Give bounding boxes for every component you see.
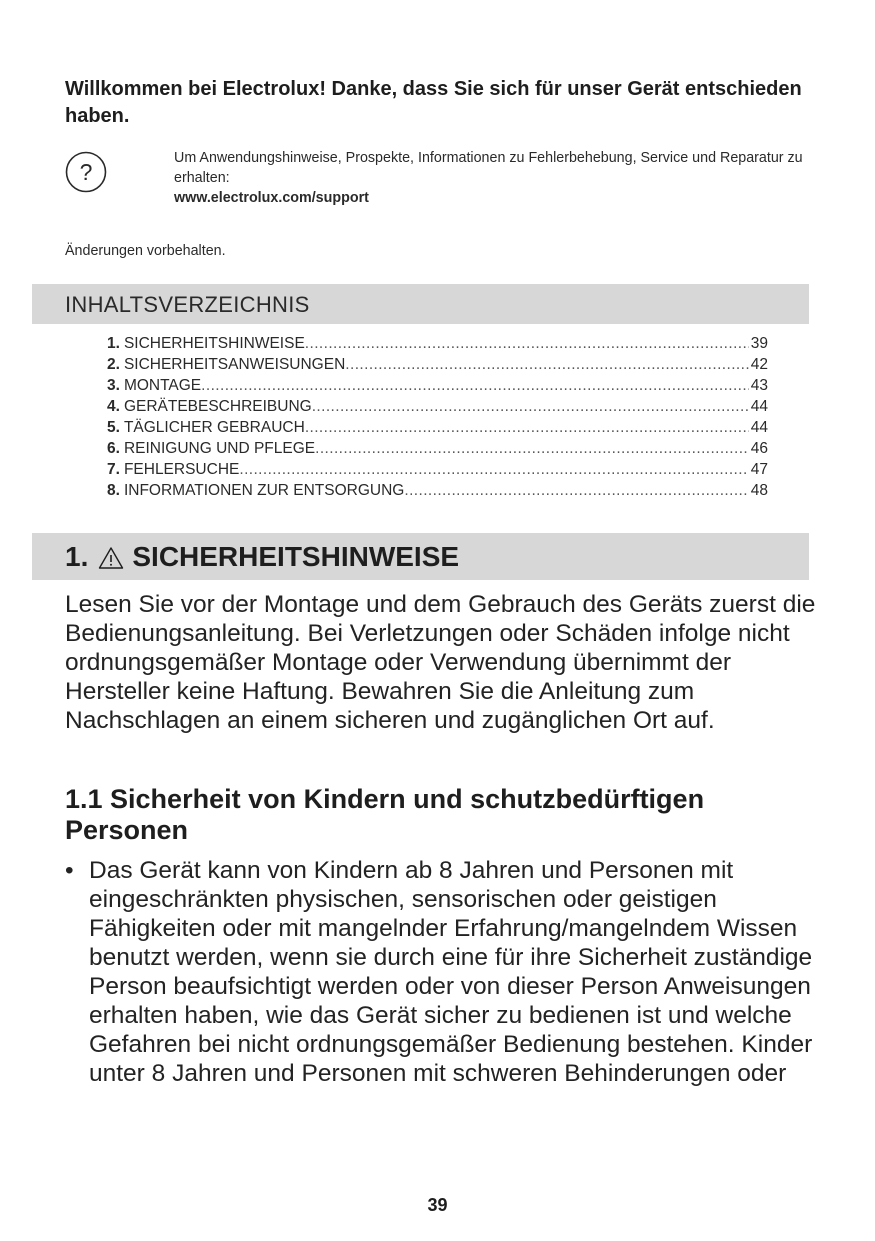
section-intro-paragraph: Lesen Sie vor der Montage und dem Gebrauch des Geräts zuerst die Bedienungsanleitung. Bei Verletzungen oder Schäden infolge nicht ordnungsgemäßer Montage oder Verwendung übernimmt der Hersteller keine Haftung. Bewahren Sie die Anleitung zum Nachschlagen an einem sicheren und zugänglichen Ort auf. bbox=[65, 591, 816, 734]
toc-item-label: TÄGLICHER GEBRAUCH bbox=[123, 419, 305, 436]
toc-item[interactable] bbox=[107, 375, 768, 396]
support-text: Um Anwendungshinweise, Prospekte, Informationen zu Fehlerbehebung, Service und Reparatur zu erhalten: bbox=[174, 150, 803, 186]
toc-leader-dots bbox=[201, 375, 749, 396]
toc-leader-dots bbox=[305, 417, 749, 438]
toc-item[interactable] bbox=[107, 459, 768, 480]
toc-item-label: REINIGUNG UND PFLEGE bbox=[123, 440, 316, 457]
bullet-list bbox=[65, 856, 825, 1088]
list-item bbox=[65, 856, 825, 1088]
toc-item-page: 42 bbox=[750, 356, 768, 373]
toc-item-label: FEHLERSUCHE bbox=[123, 461, 240, 478]
toc-item[interactable] bbox=[107, 354, 768, 375]
toc-item-page: 44 bbox=[750, 398, 768, 415]
toc-leader-dots bbox=[404, 480, 748, 501]
page-number: 39 bbox=[427, 1195, 448, 1215]
toc-leader-dots bbox=[305, 333, 749, 354]
bullet-marker: • bbox=[65, 857, 74, 884]
toc-item[interactable] bbox=[107, 396, 768, 417]
toc-item-number: 8. bbox=[107, 482, 120, 499]
section-header-band bbox=[32, 533, 809, 580]
toc-item-number: 2. bbox=[107, 356, 120, 373]
toc-item-label: GERÄTEBESCHREIBUNG bbox=[123, 398, 312, 415]
toc-item-page: 47 bbox=[750, 461, 768, 478]
section-title-text: SICHERHEITSHINWEISE bbox=[132, 541, 460, 572]
toc-item-label: SICHERHEITSANWEISUNGEN bbox=[123, 356, 346, 373]
support-info bbox=[174, 148, 824, 208]
toc-item-number: 3. bbox=[107, 377, 120, 394]
toc-item-number: 4. bbox=[107, 398, 120, 415]
toc-item-page: 43 bbox=[750, 377, 768, 394]
toc-item-label: MONTAGE bbox=[123, 377, 202, 394]
toc-leader-dots bbox=[239, 459, 748, 480]
toc-item-number: 7. bbox=[107, 461, 120, 478]
toc-item-page: 46 bbox=[750, 440, 768, 457]
bullet-text: Das Gerät kann von Kindern ab 8 Jahren und Personen mit eingeschränkten physischen, sensorischen oder geistigen Fähigkeiten oder mit mangelnder Erfahrung/mangelndem Wissen benutzt werden, wenn sie durch eine für ihre Sicherheit zuständige Person beaufsichtigt werden oder von dieser Person Anweisungen erhalten haben, wie das Gerät sicher zu bedienen ist und welche Gefahren bei nicht ordnungsgemäßer Bedienung bestehen. Kinder unter 8 Jahren und Personen mit schweren Behinderungen oder bbox=[89, 857, 813, 1087]
toc-list bbox=[107, 333, 768, 501]
toc-item-number: 5. bbox=[107, 419, 120, 436]
toc-title: INHALTSVERZEICHNIS bbox=[65, 292, 310, 317]
toc-item[interactable] bbox=[107, 438, 768, 459]
section-title bbox=[65, 541, 459, 573]
changes-note: Änderungen vorbehalten. bbox=[65, 243, 226, 259]
welcome-heading: Willkommen bei Electrolux! Danke, dass Sie sich für unser Gerät entschieden haben. bbox=[65, 78, 802, 127]
question-circle-icon bbox=[65, 151, 107, 193]
toc-leader-dots bbox=[315, 438, 749, 459]
warning-triangle-icon bbox=[98, 545, 124, 569]
subsection-title: 1.1 Sicherheit von Kindern und schutzbedürftigen Personen bbox=[65, 784, 705, 845]
toc-item[interactable] bbox=[107, 480, 768, 501]
toc-header-band bbox=[32, 284, 809, 324]
toc-item-number: 1. bbox=[107, 335, 120, 352]
toc-item-page: 44 bbox=[750, 419, 768, 436]
toc-item-page: 39 bbox=[750, 335, 768, 352]
support-url-link[interactable]: www.electrolux.com/support bbox=[174, 190, 369, 206]
section-number: 1. bbox=[65, 541, 89, 572]
toc-item-label: SICHERHEITSHINWEISE bbox=[123, 335, 305, 352]
toc-item-number: 6. bbox=[107, 440, 120, 457]
toc-item-page: 48 bbox=[750, 482, 768, 499]
toc-leader-dots bbox=[312, 396, 749, 417]
toc-item[interactable] bbox=[107, 417, 768, 438]
toc-leader-dots bbox=[345, 354, 748, 375]
svg-text:?: ? bbox=[79, 159, 93, 185]
toc-item-label: INFORMATIONEN ZUR ENTSORGUNG bbox=[123, 482, 405, 499]
toc-item[interactable] bbox=[107, 333, 768, 354]
